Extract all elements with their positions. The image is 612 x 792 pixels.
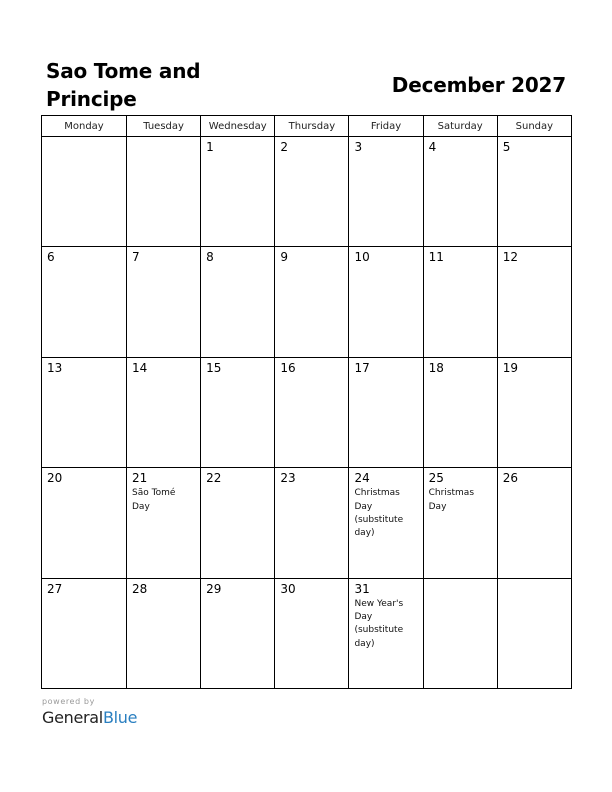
day-cell <box>349 357 423 467</box>
day-cell <box>349 247 423 357</box>
month-title: December 2027 <box>391 73 566 97</box>
day-number: 7 <box>132 250 140 265</box>
week-row <box>42 578 572 688</box>
day-number: 25 <box>428 471 444 486</box>
day-cell <box>349 578 423 688</box>
day-cell <box>127 357 201 467</box>
day-number: 4 <box>428 140 437 154</box>
day-cell <box>423 468 497 578</box>
day-number: 22 <box>206 471 222 486</box>
day-cell <box>127 247 201 357</box>
day-cell <box>127 578 201 688</box>
generalblue-logo <box>42 708 137 728</box>
day-number: 26 <box>502 471 519 486</box>
day-cell <box>497 247 571 357</box>
brand-general: General <box>42 708 103 727</box>
day-cell <box>497 468 571 578</box>
holiday-label: Christmas Day <box>428 488 475 512</box>
weekday-saturday: Saturday <box>423 116 497 137</box>
day-number: 23 <box>280 471 296 486</box>
week-row <box>42 357 572 467</box>
day-number: 12 <box>502 250 519 265</box>
day-cell <box>349 468 423 578</box>
day-cell <box>127 137 201 247</box>
day-cell <box>275 247 349 357</box>
calendar-grid <box>41 115 572 689</box>
day-cell <box>349 137 423 247</box>
day-cell <box>201 578 275 688</box>
day-number: 2 <box>280 140 288 154</box>
week-row <box>42 137 572 247</box>
day-number: 24 <box>354 471 370 486</box>
holiday-label: Christmas Day (substitute day) <box>354 488 404 539</box>
day-cell <box>275 357 349 467</box>
day-cell <box>201 468 275 578</box>
day-cell <box>497 357 571 467</box>
day-cell <box>201 137 275 247</box>
holiday-label: New Year's Day (substitute day) <box>354 598 404 649</box>
day-number: 6 <box>47 250 55 265</box>
powered-by-text: powered by <box>42 697 95 706</box>
day-cell <box>201 357 275 467</box>
day-cell <box>42 247 127 357</box>
day-cell <box>497 137 571 247</box>
day-cell <box>423 247 497 357</box>
week-row <box>42 247 572 357</box>
day-cell <box>423 357 497 467</box>
day-cell <box>275 468 349 578</box>
weekday-wednesday: Wednesday <box>201 116 275 137</box>
day-cell <box>275 137 349 247</box>
week-row <box>42 468 572 578</box>
day-cell <box>275 578 349 688</box>
day-cell <box>42 578 127 688</box>
day-cell <box>42 137 127 247</box>
day-number: 9 <box>280 250 288 265</box>
day-number: 13 <box>47 360 63 375</box>
day-cell <box>497 578 571 688</box>
day-number: 11 <box>428 250 444 265</box>
day-number: 27 <box>47 581 63 596</box>
weekday-header-row <box>42 116 572 137</box>
day-cell <box>127 468 201 578</box>
weekday-tuesday: Tuesday <box>127 116 201 137</box>
weekday-monday: Monday <box>42 116 127 137</box>
weekday-sunday: Sunday <box>497 116 571 137</box>
day-number: 1 <box>206 140 214 154</box>
day-cell <box>423 137 497 247</box>
weekday-friday: Friday <box>349 116 423 137</box>
holiday-label: São Tomé Day <box>132 488 176 512</box>
day-number: 5 <box>502 140 511 154</box>
footer-branding <box>42 697 137 728</box>
day-cell <box>42 357 127 467</box>
day-number: 17 <box>354 360 370 375</box>
day-number: 20 <box>47 471 63 486</box>
day-number: 31 <box>354 581 370 596</box>
day-number: 14 <box>132 360 148 375</box>
day-number: 10 <box>354 250 370 265</box>
day-number: 18 <box>428 360 444 375</box>
day-number: 19 <box>502 360 519 375</box>
country-title: Sao Tome and Principe <box>46 59 201 111</box>
day-number: 15 <box>206 360 222 375</box>
day-cell <box>423 578 497 688</box>
day-number: 30 <box>280 581 296 596</box>
brand-blue: Blue <box>102 708 138 727</box>
day-number: 3 <box>354 140 363 154</box>
day-cell <box>201 247 275 357</box>
day-number: 8 <box>206 250 214 265</box>
weekday-thursday: Thursday <box>275 116 349 137</box>
day-number: 16 <box>280 360 296 375</box>
day-number: 29 <box>206 581 222 596</box>
day-cell <box>42 468 127 578</box>
day-number: 21 <box>132 471 148 486</box>
day-number: 28 <box>132 581 148 596</box>
